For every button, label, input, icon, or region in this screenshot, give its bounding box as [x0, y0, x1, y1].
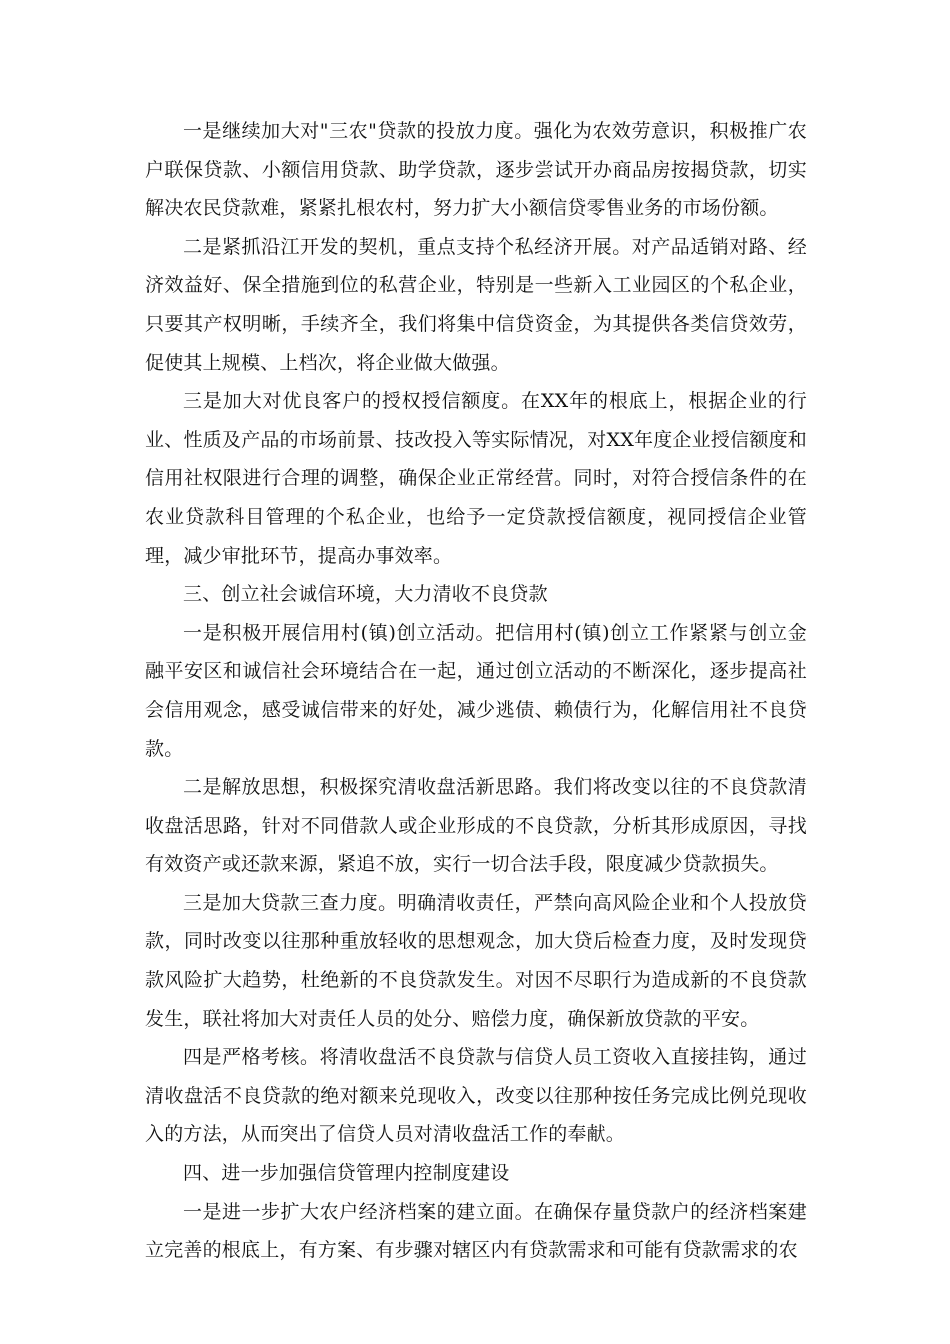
paragraph-farmer-archives: 一是进一步扩大农户经济档案的建立面。在确保存量贷款户的经济档案建立完善的根底上，有方案、有步骤对辖区内有贷款需求和可能有贷款需求的农 — [145, 1200, 807, 1262]
paragraph-loan-investment: 一是继续加大对"三农"贷款的投放力度。强化为农效劳意识，积极推广农户联保贷款、小额信用贷款、助学贷款，逐步尝试开办商品房按揭贷款，切实解决农民贷款难，紧紧扎根农村，努力扩大小额信贷零售业务的市场份额。 — [145, 120, 807, 220]
paragraph-new-ideas: 二是解放思想，积极探究清收盘活新思路。我们将改变以往的不良贷款清收盘活思路，针对不同借款人或企业形成的不良贷款，分析其形成原因，寻找有效资产或还款来源，紧追不放，实行一切合法手段，限度减少贷款损失。 — [145, 776, 807, 876]
document-body — [145, 112, 807, 1270]
paragraph-private-economy: 二是紧抓沿江开发的契机，重点支持个私经济开展。对产品适销对路、经济效益好、保全措施到位的私营企业，特别是一些新入工业园区的个私企业，只要其产权明晰，手续齐全，我们将集中信贷资金，为其提供各类信贷效劳，促使其上规模、上档次，将企业做大做强。 — [145, 235, 807, 374]
paragraph-credit-village: 一是积极开展信用村(镇)创立活动。把信用村(镇)创立工作紧紧与创立金融平安区和诚信社会环境结合在一起，通过创立活动的不断深化，逐步提高社会信用观念，感受诚信带来的好处，减少逃债、赖债行为，化解信用社不良贷款。 — [145, 621, 807, 760]
paragraph-credit-limits: 三是加大对优良客户的授权授信额度。在XX年的根底上，根据企业的行业、性质及产品的市场前景、技改投入等实际情况，对XX年度企业授信额度和信用社权限进行合理的调整，确保企业正常经营。同时，对符合授信条件的在农业贷款科目管理的个私企业，也给予一定贷款授信额度，视同授信企业管理，减少审批环节，提高办事效率。 — [145, 390, 807, 567]
section-heading-4: 四、进一步加强信贷管理内控制度建设 — [183, 1162, 510, 1185]
paragraph-assessment: 四是严格考核。将清收盘活不良贷款与信贷人员工资收入直接挂钩，通过清收盘活不良贷款的绝对额来兑现收入，改变以往那种按任务完成比例兑现收入的方法，从而突出了信贷人员对清收盘活工作的奉献。 — [145, 1046, 807, 1146]
paragraph-three-checks: 三是加大贷款三查力度。明确清收责任，严禁向高风险企业和个人投放贷款，同时改变以往那种重放轻收的思想观念，加大贷后检查力度，及时发现贷款风险扩大趋势，杜绝新的不良贷款发生。对因不尽职行为造成新的不良贷款发生，联社将加大对责任人员的处分、赔偿力度，确保新放贷款的平安。 — [145, 891, 807, 1030]
section-heading-3: 三、创立社会诚信环境，大力清收不良贷款 — [183, 583, 548, 606]
